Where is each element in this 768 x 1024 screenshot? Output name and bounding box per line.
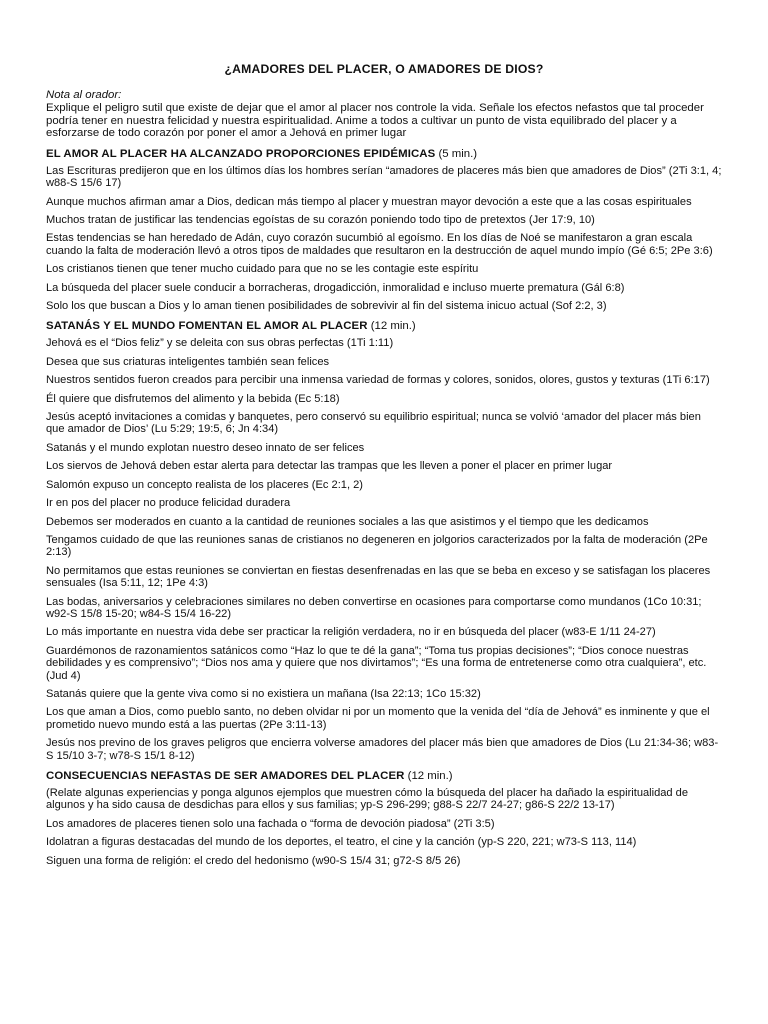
- outline-point-level-1: Satanás quiere que la gente viva como si no existiera un mañana (Isa 22:13; 1Co 15:32): [46, 687, 481, 700]
- outline-point-level-0: Los cristianos tienen que tener mucho cuidado para que no se les contagie este espíritu: [46, 263, 479, 276]
- outline-point-level-1: Solo los que buscan a Dios y lo aman tienen posibilidades de sobrevivir al fin del sistema inicuo actual (Sof 2:2, 3): [46, 300, 607, 313]
- outline-point-level-2: Él quiere que disfrutemos del alimento y la bebida (Ec 5:18): [46, 392, 340, 405]
- outline-page: [46, 62, 722, 873]
- note-text: Explique el peligro sutil que existe de dejar que el amor al placer nos controle la vida. Señale los efectos nefastos que tal proceder podría tener en nuestra felicidad y nuestra espiritualidad. Anime a todos a cultivar un punto de vista equilibrado del placer y a esforzarse de todo corazón por poner el amor a Jehová en primer lugar: [46, 102, 704, 140]
- outline-point-level-3: No permitamos que estas reuniones se conviertan en fiestas desenfrenadas en las que se beba en exceso y se satisfagan los placeres sensuales (Isa 5:11, 12; 1Pe 4:3): [46, 564, 711, 590]
- outline-point-level-1: Ir en pos del placer no produce felicidad duradera: [46, 497, 291, 510]
- outline-point-level-2: Salomón expuso un concepto realista de los placeres (Ec 2:1, 2): [46, 478, 363, 491]
- outline-point-level-1: Los siervos de Jehová deben estar alerta para detectar las trampas que les lleven a poner el placer en primer lugar: [46, 460, 613, 473]
- outline-point-level-2: Estas tendencias se han heredado de Adán, cuyo corazón sucumbió al egoísmo. En los días de Noé se manifestaron a gran escala cuando la falta de moderación llevó a otros tipos de maldades que resultaron en la destrucción de aquel mundo impío (Gé 6:5; 2Pe 3:6): [46, 232, 713, 257]
- outline-point-level-1: Jesús nos previno de los graves peligros que encierra volverse amadores del placer más bien que amadores de Dios (Lu 21:34-36; w83-S 15/10 3-7; w78-S 15/1 8-12): [46, 737, 719, 762]
- section-heading-title: SATANÁS Y EL MUNDO FOMENTAN EL AMOR AL PLACER: [46, 320, 368, 333]
- section-heading: [46, 770, 722, 783]
- page-title: ¿AMADORES DEL PLACER, O AMADORES DE DIOS?: [224, 62, 544, 76]
- outline-point-level-0: Los que aman a Dios, como pueblo santo, no deben olvidar ni por un momento que la venida del “día de Jehová” es inminente y que el prometido nuevo mundo está a las puertas (2Pe 3:11-13): [46, 706, 710, 731]
- outline-point-level-2: Lo más importante en nuestra vida debe ser practicar la religión verdadera, no ir en búsqueda del placer (w83-E 1/11 24-27): [46, 626, 656, 639]
- outline-point-level-0: Los amadores de placeres tienen solo una fachada o “forma de devoción piadosa” (2Ti 3:5): [46, 817, 495, 830]
- outline-point-level-0: Jehová es el “Dios feliz” y se deleita con sus obras perfectas (1Ti 1:11): [46, 337, 394, 350]
- outline-point-level-1: Idolatran a figuras destacadas del mundo de los deportes, el teatro, el cine y la canción (yp-S 220, 221; w73-S 113, 114): [46, 836, 637, 849]
- outline-point-level-1: Desea que sus criaturas inteligentes también sean felices: [46, 355, 330, 368]
- outline-point-level-3: Jesús aceptó invitaciones a comidas y banquetes, pero conservó su equilibrio espiritual; nunca se volvió ‘amador del placer más bien que amador de Dios’ (Lu 5:29; 19:5, 6; Jn 4:34): [46, 411, 701, 436]
- outline-point-level-2: Debemos ser moderados en cuanto a la cantidad de reuniones sociales a las que asistimos y el tiempo que les dedicamos: [46, 515, 649, 528]
- outline-point-level-0: Satanás y el mundo explotan nuestro deseo innato de ser felices: [46, 441, 365, 454]
- outline-sections: [46, 148, 722, 867]
- section-heading-title: CONSECUENCIAS NEFASTAS DE SER AMADORES DEL PLACER: [46, 770, 405, 782]
- outline-point-level-1: Muchos tratan de justificar las tendencias egoístas de su corazón poniendo todo tipo de pretextos (Jer 17:9, 10): [46, 214, 595, 226]
- outline-point-level-2: Tengamos cuidado de que las reuniones sanas de cristianos no degeneren en jolgorios caracterizados por la falta de moderación (2Pe 2:13): [46, 533, 708, 559]
- section-heading-time: (12 min.): [404, 770, 453, 782]
- outline-point-level-1: Guardémonos de razonamientos satánicos como “Haz lo que te dé la gana”; “Toma tus propias decisiones”; “Dios conoce nuestras debilidades y es comprensivo”; “Dios nos ama y quiere que nos divirtamos”; “Es una forma de entretenerse como otra cualquiera”, etc. (Jud 4): [46, 644, 707, 682]
- section-heading: [46, 148, 722, 161]
- outline-point-level-1: Aunque muchos afirman amar a Dios, dedican más tiempo al placer y muestran mayor devoción a este que a las cosas espirituales: [46, 195, 692, 208]
- section-heading-time: (5 min.): [435, 147, 478, 160]
- outline-point-level-0: (Relate algunas experiencias y ponga algunos ejemplos que muestren cómo la búsqueda del placer ha dañado la espiritualidad de algunos y ha sido causa de desdichas para ellos y sus familias; yp-S 296-299; g88-S 22/7 24-27; g86-S 22/2 13-17): [46, 787, 689, 812]
- outline-point-level-1: Siguen una forma de religión: el credo del hedonismo (w90-S 15/4 31; g72-S 8/5 26): [46, 854, 461, 867]
- note-label: Nota al orador:: [46, 89, 122, 101]
- section-heading-title: EL AMOR AL PLACER HA ALCANZADO PROPORCIONES EPIDÉMICAS: [46, 147, 436, 160]
- outline-point-level-1: La búsqueda del placer suele conducir a borracheras, drogadicción, inmoralidad e incluso muerte prematura (Gál 6:8): [46, 281, 625, 294]
- outline-point-level-0: Las Escrituras predijeron que en los últimos días los hombres serían “amadores de placeres más bien que amadores de Dios” (2Ti 3:1, 4; w88-S 15/6 17): [46, 164, 722, 190]
- section-heading: [46, 320, 722, 333]
- outline-point-level-3: Las bodas, aniversarios y celebraciones similares no deben convertirse en ocasiones para comportarse como mundanos (1Co 10:31; w92-S 15/8 15-20; w84-S 15/4 16-22): [46, 595, 702, 620]
- section-heading-time: (12 min.): [367, 320, 416, 333]
- outline-point-level-2: Nuestros sentidos fueron creados para percibir una inmensa variedad de formas y colores, sonidos, olores, gustos y texturas (1Ti 6:17): [46, 374, 710, 387]
